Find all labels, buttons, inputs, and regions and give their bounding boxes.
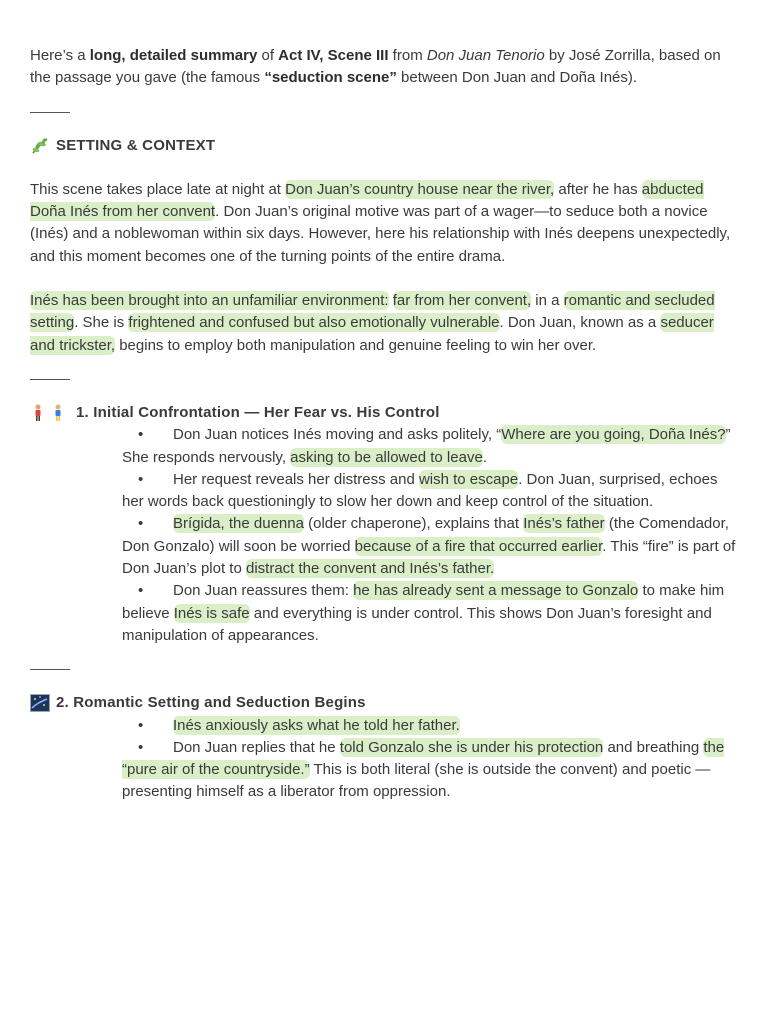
bullet: •	[138, 738, 144, 756]
intro-text: of	[257, 47, 279, 64]
intro-bold: “seduction scene”	[264, 69, 397, 87]
list-item	[122, 715, 742, 737]
highlight: far from her convent,	[392, 292, 532, 310]
highlight: seducer and trickster,	[30, 314, 714, 354]
bullet: •	[138, 515, 144, 533]
highlight: because of a fire that occurred earlier	[354, 537, 603, 555]
intro-bold: long, detailed summary	[89, 47, 258, 64]
highlight: Inés’s father	[523, 515, 605, 533]
highlight: the “pure air of the countryside.”	[122, 738, 725, 779]
highlight: told Gonzalo she is under his protection	[339, 738, 604, 756]
intro-bold: Act IV, Scene III	[278, 47, 389, 64]
text: and everything is under control. This shows Don Juan’s foresight and manipulation of appearances.	[122, 604, 712, 644]
herb-icon	[30, 137, 50, 155]
intro-text: by José Zorrilla, based on the passage you gave (the famous	[30, 47, 721, 87]
couple-icon	[30, 404, 70, 422]
document-body	[30, 45, 742, 804]
setting-paragraph-1	[30, 179, 742, 268]
intro-text: from	[388, 47, 427, 64]
intro-text: Here’s a	[30, 47, 90, 64]
text: ” She responds nervously,	[122, 426, 731, 466]
text: in a	[531, 292, 564, 310]
highlight: Brígida, the duenna	[173, 515, 304, 533]
text: (older chaperone), explains that	[303, 515, 524, 533]
text: . Don Juan, known as a	[499, 314, 661, 332]
intro-text: between Don Juan and Doña Inés).	[396, 69, 638, 87]
divider	[30, 379, 70, 380]
night-sky-icon	[30, 694, 50, 712]
setting-paragraph-2	[30, 290, 742, 357]
text: .	[482, 448, 487, 466]
text: Don Juan notices Inés moving and asks politely, “	[173, 426, 502, 444]
text: This scene takes place late at night at	[30, 180, 286, 198]
text: to make him believe	[122, 582, 725, 622]
text: . Don Juan, surprised, echoes her words back questioningly to slow her down and keep control of the situation.	[122, 470, 718, 511]
text: Her request reveals her distress and	[173, 470, 419, 488]
bullet: •	[138, 582, 144, 600]
section-heading-confrontation	[30, 402, 742, 424]
bullet: •	[138, 716, 144, 734]
section-title: 1. Initial Confrontation — Her Fear vs. His Control	[76, 403, 440, 421]
list-item	[122, 737, 742, 804]
highlight: abducted Doña Inés from her convent	[30, 180, 704, 221]
highlight: Inés is safe	[173, 604, 250, 622]
text: Don Juan replies that he	[173, 738, 340, 756]
intro-italic-title: Don Juan Tenorio	[426, 47, 545, 64]
highlight: romantic and secluded setting	[30, 292, 715, 332]
highlight: Where are you going, Doña Inés?	[501, 426, 726, 444]
highlight: frightened and confused but also emotionally vulnerable	[128, 314, 500, 332]
text: (the Comendador, Don Gonzalo) will soon be worried	[122, 515, 729, 555]
divider	[30, 112, 70, 113]
highlight: Don Juan’s country house near the river,	[285, 180, 555, 198]
highlight: asking to be allowed to leave	[290, 448, 483, 466]
section-heading-romantic	[30, 692, 742, 714]
divider	[30, 669, 70, 670]
bullet: •	[138, 470, 144, 488]
text: This is both literal (she is outside the convent) and poetic — presenting himself as a liberator from oppression.	[122, 761, 711, 801]
list-item	[122, 424, 742, 469]
text: and breathing	[603, 738, 704, 756]
bullet-list	[30, 715, 742, 804]
section-title: 2. Romantic Setting and Seduction Begins	[56, 694, 366, 712]
intro-paragraph	[30, 45, 742, 90]
list-item	[122, 580, 742, 647]
section-title: SETTING & CONTEXT	[56, 136, 216, 154]
text: after he has	[554, 180, 642, 198]
bullet: •	[138, 426, 144, 444]
text: . Don Juan’s original motive was part of a wager—to seduce both a novice (Inés) and a noblewoman within six days. However, here his relationship with Inés deepens unexpectedly, and this moment becomes one of the turning points of the entire drama.	[30, 203, 731, 265]
text: begins to employ both manipulation and genuine feeling to win her over.	[115, 336, 597, 354]
highlight: Inés has been brought into an unfamiliar environment:	[30, 292, 389, 310]
text: Don Juan reassures them:	[173, 582, 354, 600]
section-heading-setting	[30, 135, 742, 157]
highlight: wish to escape	[418, 470, 519, 488]
highlight: Inés anxiously asks what he told her father.	[173, 716, 460, 734]
highlight: distract the convent and Inés’s father.	[245, 560, 495, 578]
text: . She is	[74, 314, 129, 332]
highlight: he has already sent a message to Gonzalo	[353, 582, 639, 600]
list-item	[122, 513, 742, 580]
text: . This “fire” is part of Don Juan’s plot to	[122, 537, 736, 578]
bullet-list	[30, 424, 742, 647]
list-item	[122, 469, 742, 514]
